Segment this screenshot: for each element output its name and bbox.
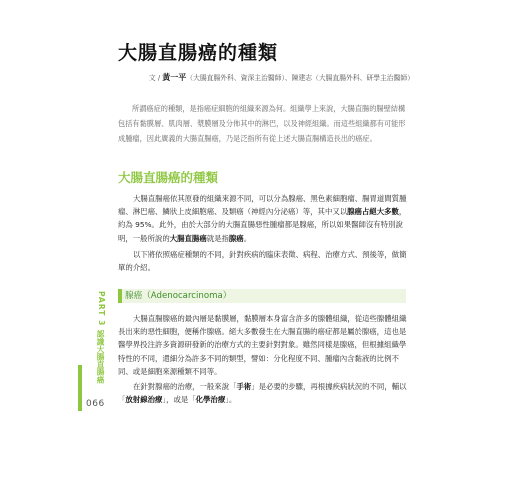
types-paragraph-2: 以下將依照癌症種類的不同，針對疾病的臨床表徵、病程、治療方式、預後等，做簡單的介紹。 bbox=[118, 250, 407, 273]
article-title: 大腸直腸癌的種類 bbox=[118, 42, 279, 64]
part-label: PART 3 bbox=[97, 291, 106, 327]
bold-adenocarcinoma: 腺癌 bbox=[228, 233, 244, 243]
byline-prefix: 文 / bbox=[148, 74, 163, 82]
section-heading-types: 大腸直腸癌的種類 bbox=[118, 170, 219, 185]
author-byline bbox=[118, 72, 414, 83]
intro-paragraph: 所謂癌症的種類，是指癌症細胞的組織來源為何。組織學上來說，大腸直腸的腸壁結構包括有黏膜層、肌肉層、漿膜層及分佈其中的淋巴，以及神經組織。而這些組織都有可能形成腫瘤，因此廣義的大腸直腸癌，乃是泛指所有從上述大腸直腸構造長出的癌症。 bbox=[118, 104, 406, 143]
part-title: 認識大腸直腸癌 bbox=[96, 330, 105, 384]
bold-radiotherapy: 放射線治療 bbox=[125, 395, 163, 405]
adenocarcinoma-paragraph-2: 在針對腺癌的治療，一般來說「手術」是必要的步驟，再根據疾病狀況的不同，輔以「放射線治療」，或是「化學治療」。 bbox=[118, 382, 407, 405]
page-edge-bar bbox=[78, 365, 82, 411]
bold-colorectal-cancer: 大腸直腸癌 bbox=[169, 233, 207, 243]
byline-author: 黃一平 bbox=[162, 73, 187, 82]
bold-surgery: 手術 bbox=[236, 382, 252, 391]
byline-rest: （大腸直腸外科、資深主治醫師）、陳建志（大腸直腸外科、研學主治醫師） bbox=[186, 74, 414, 82]
page-number: 066 bbox=[86, 399, 105, 409]
bold-chemotherapy: 化學治療 bbox=[195, 395, 226, 405]
types-paragraph-1: 大腸直腸癌依其原發的組織來源不同，可以分為腺癌、黑色素細胞瘤、腸胃道間質腫瘤、淋巴癌、鱗狀上皮細胞癌、及類癌（神經內分泌癌）等，其中又以腺癌占絕大多數，約為 95%。此外，由於大部分的大腸直腸惡性腫瘤都是腺癌，所以如果醫師沒有特別說明，一般所說的大腸直腸癌就是指腺癌。 bbox=[118, 194, 407, 243]
bold-adenocarcinoma-majority: 腺癌占絕大多數 bbox=[347, 207, 399, 217]
adenocarcinoma-paragraph-1: 大腸直腸腺癌的最內層是黏膜層，黏膜層本身富含許多的腺體組織，從這些腺體組織長出來的惡性細胞，便稱作腺癌。絕大多數發生在大腸直腸的癌症都是屬於腺癌，這也是醫學界投注許多資源研發新的治療方式的主要針對對象。雖然同樣是腺癌，但根據組織學特性的不同，還細分為許多不同的類型，譬如：分化程度不同、腫瘤內含黏液的比例不同、或是細胞來源種類不同等。 bbox=[118, 314, 407, 376]
subsection-heading-adenocarcinoma: 腺癌（Adenocarcinoma） bbox=[118, 289, 406, 303]
